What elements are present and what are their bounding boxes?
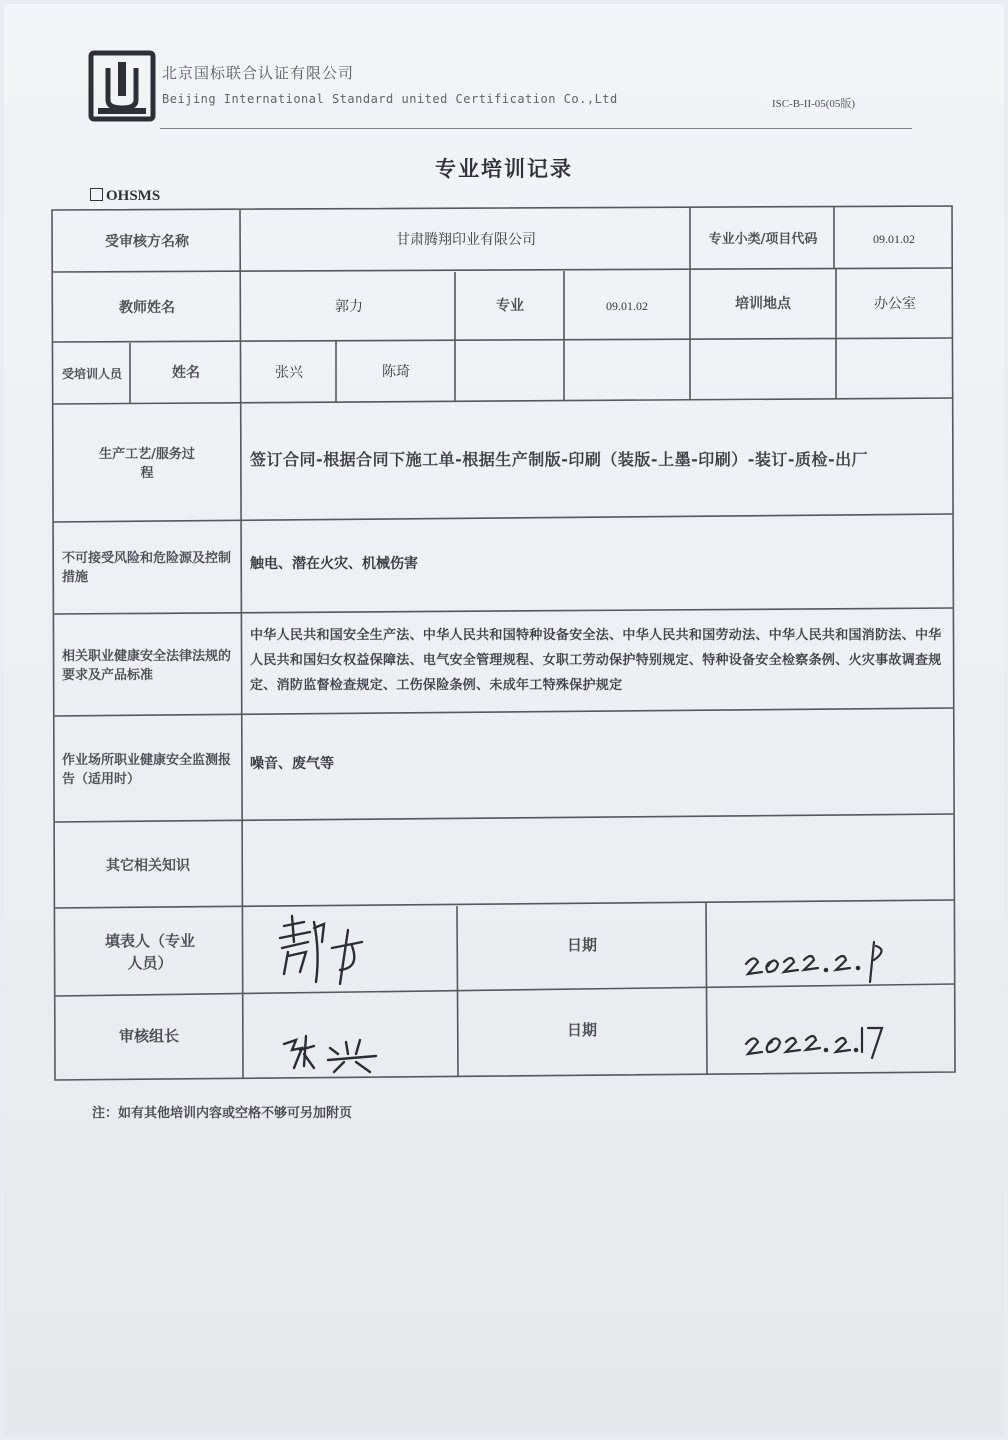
- trainees-label: 受培训人员: [61, 367, 122, 381]
- leader-date-label: 日期: [566, 1020, 597, 1039]
- process-value: 签订合同-根据合同下施工单-根据生产制版-印刷（装版-上墨-印刷）-装订-质检-出厂: [250, 450, 869, 469]
- document-code: ISC-B-II-05(05版): [772, 98, 856, 110]
- location-label: 培训地点: [735, 295, 791, 312]
- subcode-label: 专业小类/项目代码: [708, 232, 818, 248]
- other-knowledge-value: [250, 820, 948, 900]
- auditee-label: 受审核方名称: [105, 233, 189, 250]
- monitor-value: 噪音、废气等: [250, 755, 334, 772]
- ohsms-checkbox-label: OHSMS: [90, 188, 160, 205]
- laws-value: 中华人民共和国安全生产法、中华人民共和国特种设备安全法、中华人民共和国劳动法、中华人民共和国消防法、中华人民共和国妇女权益保障法、电气安全管理规程、女职工劳动保护特别规定、特种设备安全检察条例、火灾事故调查规定、消防监督检查规定、工伤保险条例、未成年工特殊保护规定: [250, 627, 942, 693]
- subcode-value: 09.01.02: [873, 232, 915, 246]
- company-name-cn: 北京国标联合认证有限公司: [162, 64, 355, 82]
- specialty-label: 专业: [496, 297, 524, 314]
- risk-label: 不可接受风险和危险源及控制措施: [62, 550, 232, 585]
- leader-label: 审核组长: [118, 1026, 179, 1045]
- filler-date-handwriting: [744, 936, 894, 986]
- company-logo-icon: [88, 50, 156, 122]
- risk-value: 触电、潜在火灾、机械伤害: [250, 555, 418, 572]
- trainee-2: 陈琦: [382, 363, 410, 380]
- trainee-name-label: 姓名: [172, 364, 200, 381]
- laws-label: 相关职业健康安全法律法规的要求及产品标准: [62, 648, 232, 683]
- other-knowledge-label: 其它相关知识: [106, 857, 190, 874]
- teacher-value: 郭力: [335, 298, 363, 315]
- location-value: 办公室: [874, 295, 916, 312]
- filler-label: 填表人（专业人员）: [104, 931, 195, 972]
- process-label: 生产工艺/服务过程: [99, 446, 195, 481]
- specialty-value: 09.01.02: [606, 299, 648, 313]
- teacher-label: 教师姓名: [119, 299, 175, 316]
- footnote: 注：如有其他培训内容或空格不够可另加附页: [92, 1106, 353, 1121]
- trainee-1: 张兴: [275, 364, 303, 381]
- auditee-value: 甘肃腾翔印业有限公司: [396, 231, 536, 248]
- checkbox-icon: [90, 188, 103, 201]
- leader-date-handwriting: [744, 1022, 884, 1066]
- header-divider: [160, 128, 912, 129]
- filler-signature: [270, 912, 370, 992]
- monitor-label: 作业场所职业健康安全监测报告（适用时）: [62, 752, 232, 787]
- leader-signature: [280, 1028, 390, 1074]
- company-name-en: Beijing International Standard united Certification Co.,Ltd: [162, 92, 618, 106]
- page-title: 专业培训记录: [435, 157, 573, 181]
- filler-date-label: 日期: [566, 935, 597, 954]
